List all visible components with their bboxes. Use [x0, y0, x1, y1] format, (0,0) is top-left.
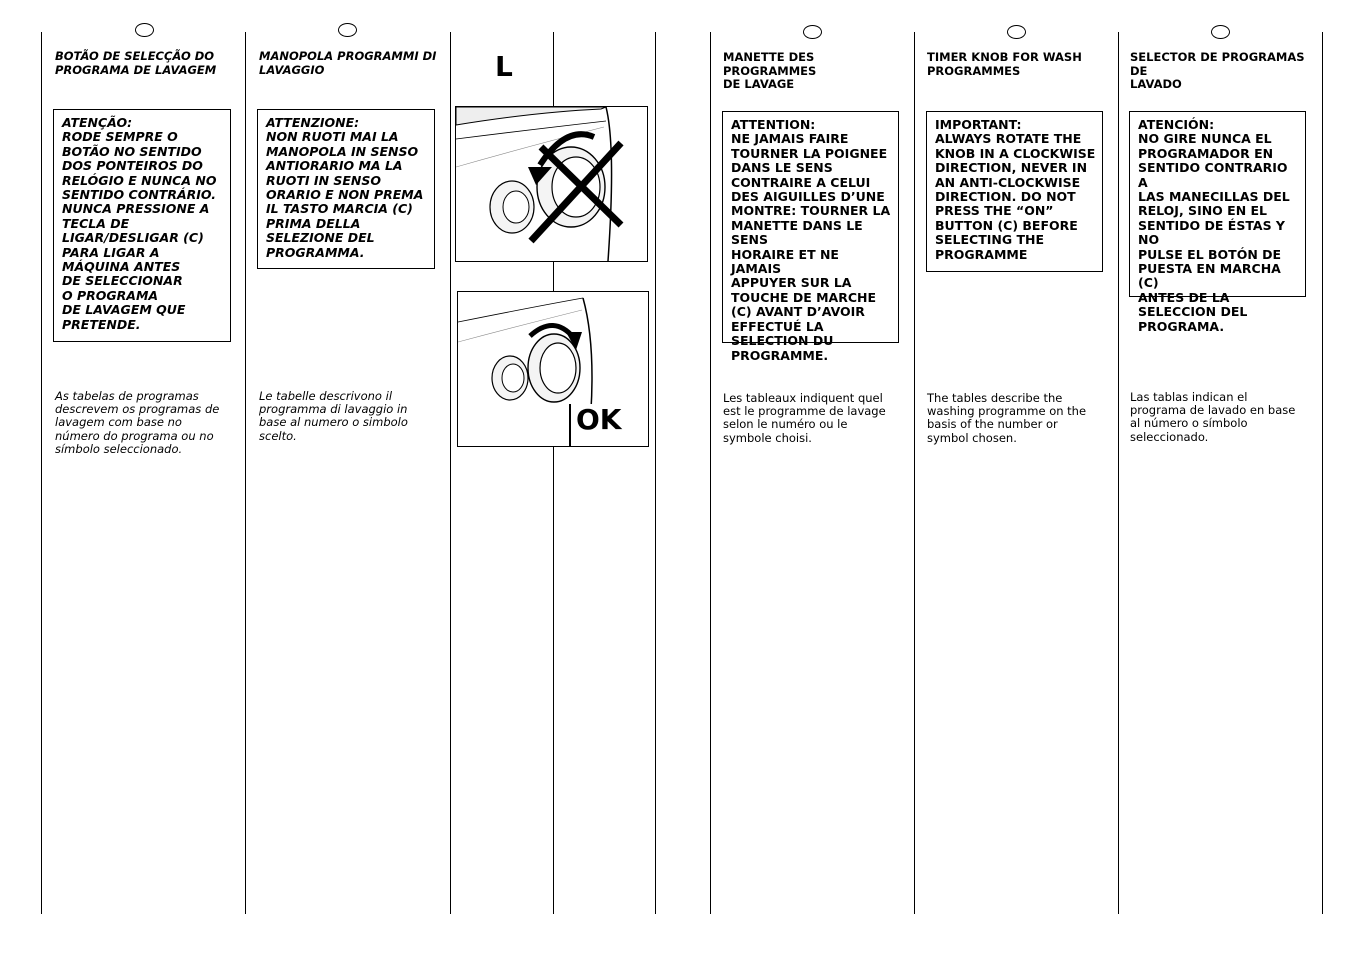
- column-divider: [245, 32, 246, 914]
- knob-counterclockwise-crossed-icon: [456, 107, 647, 261]
- description-en: The tables describe the washing programme on the basis of the number or symbol chosen.: [927, 391, 1087, 445]
- description-fr: Les tableaux indiquent quel est le programme de lavage selon le numéro ou le symbole choisi.: [723, 391, 886, 445]
- figure-label-ok: OK: [576, 403, 622, 436]
- language-marker-it: [338, 23, 357, 37]
- column-divider: [1322, 32, 1323, 914]
- language-marker-fr: [803, 25, 822, 39]
- column-divider: [655, 32, 656, 914]
- description-it: Le tabelle descrivono il programma di lavaggio in base al numero o simbolo scelto.: [259, 389, 408, 443]
- warning-box-en: IMPORTANT: ALWAYS ROTATE THE KNOB IN A CLOCKWISE DIRECTION, NEVER IN AN ANTI-CLOCKWISE DIRECTION. DO NOT PRESS THE “ON” BUTTON (C) BEFORE SELECTING THE PROGRAMME: [926, 111, 1103, 272]
- column-divider: [450, 32, 451, 914]
- column-divider: [41, 32, 42, 914]
- description-es: Las tablas indican el programa de lavado en base al número o símbolo seleccionado.: [1130, 390, 1296, 444]
- language-marker-pt: [135, 23, 154, 37]
- section-heading-en: TIMER KNOB FOR WASH PROGRAMMES: [927, 50, 1082, 78]
- column-divider: [710, 32, 711, 914]
- wrong-direction-illustration: [455, 106, 648, 262]
- description-pt: As tabelas de programas descrevem os programas de lavagem com base no número do programa ou no símbolo seleccionado.: [55, 389, 220, 456]
- section-heading-pt: BOTÃO DE SELECÇÃO DO PROGRAMA DE LAVAGEM: [55, 49, 217, 77]
- language-marker-en: [1007, 25, 1026, 39]
- warning-box-it: ATTENZIONE: NON RUOTI MAI LA MANOPOLA IN SENSO ANTIORARIO MA LA RUOTI IN SENSO ORARIO E NON PREMA IL TASTO MARCIA (C) PRIMA DELLA SELEZIONE DEL PROGRAMMA.: [257, 109, 435, 269]
- language-marker-es: [1211, 25, 1230, 39]
- warning-box-pt: ATENÇÃO: RODE SEMPRE O BOTÃO NO SENTIDO DOS PONTEIROS DO RELÓGIO E NUNCA NO SENTIDO CONTRÁRIO. NUNCA PRESSIONE A TECLA DE LIGAR/DESLIGAR (C) PARA LIGAR A MÁQUINA ANTES DE SELECCIONAR O PROGRAMA DE LAVAGEM QUE PRETENDE.: [53, 109, 231, 342]
- section-heading-fr: MANETTE DES PROGRAMMES DE LAVAGE: [723, 50, 817, 91]
- figure-label-l: L: [495, 50, 513, 83]
- warning-box-es: ATENCIÓN: NO GIRE NUNCA EL PROGRAMADOR EN SENTIDO CONTRARIO A LAS MANECILLAS DEL RELOJ, SINO EN EL SENTIDO DE ÉSTAS Y NO PULSE EL BOTÓN DE PUESTA EN MARCHA (C) ANTES DE LA SELECCION DEL PROGRAMA.: [1129, 111, 1306, 297]
- section-heading-it: MANOPOLA PROGRAMMI DI LAVAGGIO: [259, 49, 437, 77]
- warning-box-fr: ATTENTION: NE JAMAIS FAIRE TOURNER LA POIGNEE DANS LE SENS CONTRAIRE A CELUI DES AIGUILLES D’UNE MONTRE: TOURNER LA MANETTE DANS LE SENS HORAIRE ET NE JAMAIS APPUYER SUR LA TOUCHE DE MARCHE (C) AVANT D’AVOIR EFFECTUÉ LA SELECTION DU PROGRAMME.: [722, 111, 899, 343]
- column-divider: [914, 32, 915, 914]
- section-heading-es: SELECTOR DE PROGRAMAS DE LAVADO: [1130, 50, 1305, 91]
- column-divider: [1118, 32, 1119, 914]
